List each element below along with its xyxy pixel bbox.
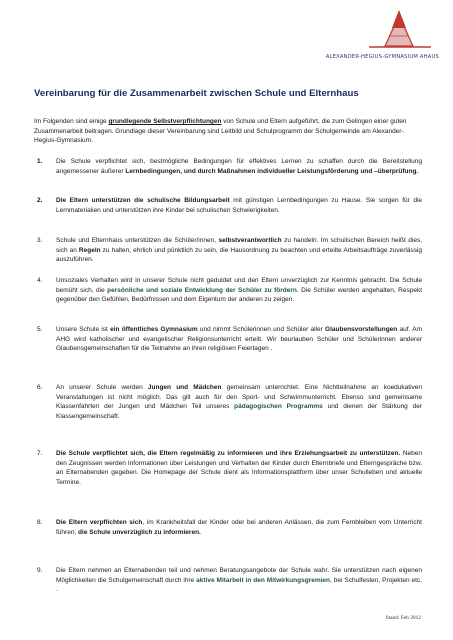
intro-text-1: Im Folgenden sind einige <box>34 118 109 125</box>
intro-paragraph <box>34 117 422 146</box>
item-bold: Regeln <box>78 246 101 254</box>
item-text: und dienen der Stärkung der Klassengemeinschaft. <box>56 403 423 421</box>
item-bold: die Schule unverzüglich zu informieren. <box>78 528 201 536</box>
list-item-4 <box>37 276 422 305</box>
item-number: 8. <box>37 519 43 526</box>
item-text: Schule und Elternhaus unterstützen die Schüler/innen, <box>56 237 219 244</box>
item-bold: Jungen und Mädchen <box>147 384 222 391</box>
document-title: Vereinbarung für die Zusammenarbeit zwischen Schule und Elternhaus <box>34 88 359 99</box>
item-number: 3. <box>37 237 43 244</box>
item-text: auf. Am AHG wird katholischer und evangelischer Religionsunterricht erteilt. Wir beurlauben Schüler und Schülerinnen anderer Glaubensgemeinschaften für die Teilnahme an ihren religiösen Feiertagen . <box>56 326 423 353</box>
item-number: 4. <box>37 277 43 284</box>
school-logo-icon <box>289 6 439 56</box>
item-text: Die Eltern nehmen an Elternabenden teil und nehmen Beratungsangebote der Schule wahr. Sie unterstützen nach eigenen Möglichkeiten die Schulgemeinschaft durch ihre <box>56 567 422 584</box>
logo-text: ALEXANDER-HEGIUS-GYMNASIUM AHAUS <box>325 54 439 60</box>
item-bold: selbstverantwortlich <box>218 237 282 244</box>
school-logo <box>289 6 439 62</box>
item-text: , im Krankheitsfall der Kinder oder bei anderen Anlässen, die zum Fernbleiben vom Unterricht führen, <box>56 519 422 536</box>
item-bold: Glaubensvorstellungen <box>325 326 398 333</box>
item-text: zu handeln. Im schulischen Bereich heißt dies, sich an <box>56 237 422 254</box>
list-item-7 <box>37 449 423 488</box>
intro-text-2: von Schule und Eltern aufgeführt, die zum Gelingen einer guten Zusammenarbeit beitragen. Grundlage dieser Vereinbarung sind Leitbild und Schulprogramm der Schulgemeinde am Alexander-Hegius-Gymnasium. <box>34 118 407 145</box>
item-number: 5. <box>37 326 43 333</box>
item-number: 2. <box>37 197 43 204</box>
list-item-1 <box>37 157 422 176</box>
item-bold: Die Schule verpflichtet sich, die Eltern regelmäßig zu informieren und ihre Erziehungsarbeit zu unterstützen. <box>56 450 401 457</box>
item-number: 6. <box>37 384 43 391</box>
item-number: 7. <box>37 450 43 457</box>
item-bold: persönliche und soziale Entwicklung der Schüler zu fördern <box>107 286 297 294</box>
item-text: gemeinsam unterrichtet. Eine Nichtteilnahme an koedukativen Veranstaltungen ist nicht möglich. Das gilt auch für den Sport- und Schwimmunterricht. Ebenso sind gemeinsame Klassenfahrten der Jungen und Mädchen Teil unseres <box>56 384 423 411</box>
item-text: An unserer Schule werden <box>56 384 148 391</box>
list-item-8 <box>37 518 422 537</box>
item-number: 9. <box>37 567 43 574</box>
item-text: Unsoziales Verhalten wird in unserer Schule nicht geduldet und den Eltern unverzüglich zur Kenntnis gebracht. Die Schule bemüht sich, die <box>56 277 422 294</box>
item-text: Unsere Schule ist <box>56 326 111 333</box>
list-item-5 <box>37 325 423 354</box>
item-text: zu halten, ehrlich und pünktlich zu sein, die Hausordnung zu beachten und erteilte Arbeitsaufträge zuverlässig auszuführen. <box>56 246 422 264</box>
item-bold: aktive Mitarbeit in den Mitwirkungsgremien <box>196 576 331 584</box>
item-bold: pädagogischen Programms <box>234 403 323 411</box>
item-text: Die Schule verpflichtet sich, bestmögliche Bedingungen für effektives Lernen zu schaffen durch die Bereitstellung angemessener äußerer <box>56 158 422 175</box>
list-item-3 <box>37 236 422 265</box>
item-number: 1. <box>37 158 43 165</box>
list-item-2 <box>37 196 422 215</box>
intro-emphasis: grundlegende Selbstverpflichtungen <box>108 118 222 125</box>
item-bold: Die Eltern verpflichten sich <box>56 519 143 526</box>
item-bold: Lernbedingungen, und durch Maßnahmen individueller Leistungsförderung und –überprüfung. <box>125 167 419 175</box>
item-bold: ein öffentliches Gymnasium <box>110 326 198 333</box>
footer-date: Stand: Feb 2012 <box>385 615 421 621</box>
item-text: . Die Schüler werden angehalten, Respekt gegenüber den Gefühlen, Bedürfnissen und dem Eigentum der anderen zu zeigen. <box>56 286 422 304</box>
item-text: , bei Schulfesten, Projekten etc. . <box>56 576 422 594</box>
item-bold: Die Eltern unterstützen die schulische Bildungsarbeit <box>56 197 230 204</box>
list-item-6 <box>37 383 423 422</box>
item-text: Neben den Zeugnissen werden Informationen über Leistungen und Verhalten der Kinder durch Elternbriefe und Elterngespräche bzw. an Elternabenden gegeben. Die Homepage der Schule dient als Informationsplattform über unser Schulleben und aktuelle Termine. <box>56 450 423 487</box>
item-text: und nimmt Schülerinnen und Schüler aller <box>197 326 326 333</box>
list-item-9 <box>37 566 422 595</box>
item-text: mit günstigen Lernbedingungen zu Hause. Sie sorgen für die Lernmaterialien und unterstützen ihre Kinder bei schulischen Schwierigkeiten. <box>56 197 422 214</box>
